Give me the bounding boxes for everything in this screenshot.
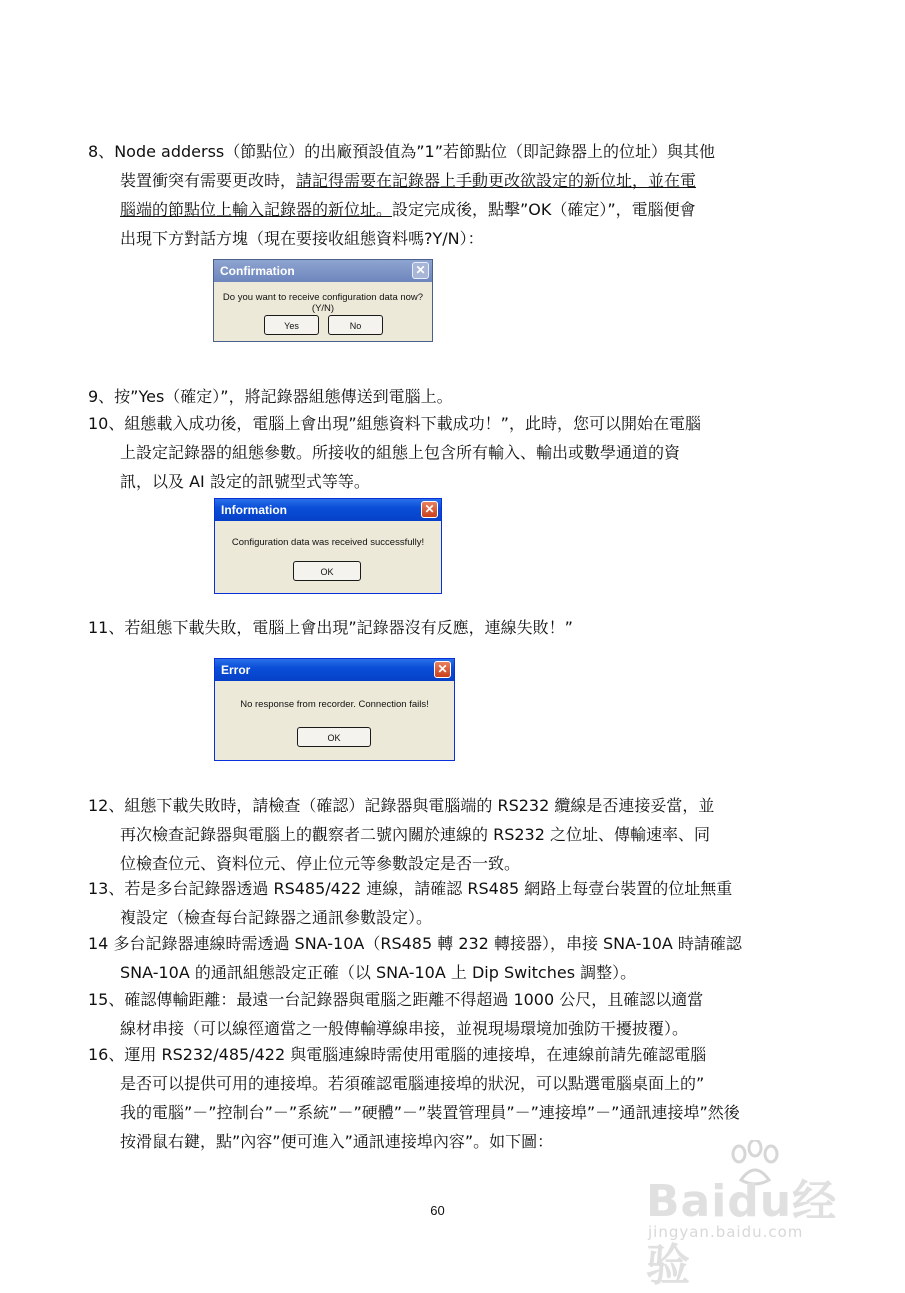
close-icon[interactable]: ✕ [434, 661, 451, 678]
item-14-line-2: SNA-10A 的通訊組態設定正確（以 SNA-10A 上 Dip Switches 調整）。 [120, 963, 637, 982]
item-15-line-2: 線材串接（可以線徑適當之一般傳輸導線串接，並視現場環境加強防干擾披覆）。 [120, 1019, 689, 1038]
ok-button[interactable]: OK [297, 727, 371, 747]
item-12-line-3: 位檢查位元、資料位元、停止位元等參數設定是否一致。 [120, 854, 521, 873]
dialog-title: Confirmation [220, 264, 295, 278]
item-10-line-3: 訊，以及 AI 設定的訊號型式等等。 [120, 472, 370, 491]
confirmation-dialog [213, 259, 433, 342]
yes-button[interactable]: Yes [264, 315, 319, 335]
dialog-message: Configuration data was received successfully! [231, 537, 425, 548]
error-dialog [214, 658, 455, 761]
item-16 [88, 1040, 788, 1156]
item-8-line-2: 裝置衝突有需要更改時，請記得需要在記錄器上手動更改欲設定的新位址，並在電 [120, 171, 697, 190]
item-10-line-2: 上設定記錄器的組態參數。所接收的組態上包含所有輸入、輸出或數學通道的資 [120, 443, 681, 462]
close-icon[interactable]: ✕ [421, 501, 438, 518]
item-9-line-1: 9、按”Yes（確定）”，將記錄器組態傳送到電腦上。 [88, 387, 453, 406]
item-12-line-2: 再次檢查記錄器與電腦上的觀察者二號內關於連線的 RS232 之位址、傳輸速率、同 [120, 825, 710, 844]
item-11 [88, 613, 788, 642]
item-16-line-1: 16、運用 RS232/485/422 與電腦連線時需使用電腦的連接埠，在連線前請先確認電腦 [88, 1045, 707, 1064]
item-10 [88, 409, 788, 496]
page-number: 60 [430, 1203, 445, 1218]
dialog-title: Information [221, 503, 287, 517]
item-9 [88, 382, 788, 411]
item-12 [88, 791, 788, 878]
item-16-line-2: 是否可以提供可用的連接埠。若須確認電腦連接埠的狀況，可以點選電腦桌面上的” [120, 1074, 705, 1093]
item-15 [88, 985, 788, 1043]
close-icon[interactable]: ✕ [412, 262, 429, 279]
item-11-line-1: 11、若組態下載失敗，電腦上會出現”記錄器沒有反應，連線失敗！” [88, 618, 573, 637]
item-8-line-4: 出現下方對話方塊（現在要接收組態資料嗎?Y/N）： [120, 229, 484, 248]
watermark-brand: Baidu经验 [646, 1176, 838, 1291]
ok-button[interactable]: OK [293, 561, 361, 581]
information-dialog [214, 498, 442, 594]
item-13 [88, 874, 788, 932]
item-15-line-1: 15、確認傳輸距離：最遠一台記錄器與電腦之距離不得超過 1000 公尺，且確認以適當 [88, 990, 704, 1009]
item-8-line-3: 腦端的節點位上輸入記錄器的新位址。設定完成後，點擊”OK（確定）”，電腦便會 [120, 200, 696, 219]
item-14 [88, 929, 788, 987]
dialog-title-bar [215, 499, 441, 521]
item-13-line-1: 13、若是多台記錄器透過 RS485/422 連線，請確認 RS485 網路上每壹台裝置的位址無重 [88, 879, 733, 898]
no-button[interactable]: No [328, 315, 383, 335]
item-16-line-4: 按滑鼠右鍵，點”內容”便可進入”通訊連接埠內容”。如下圖： [120, 1132, 554, 1151]
dialog-title-bar [214, 260, 432, 282]
item-8 [88, 137, 788, 253]
dialog-title: Error [221, 663, 251, 677]
item-10-line-1: 10、組態載入成功後，電腦上會出現”組態資料下載成功！”，此時，您可以開始在電腦 [88, 414, 701, 433]
item-13-line-2: 複設定（檢查每台記錄器之通訊參數設定）。 [120, 908, 433, 927]
dialog-message: Do you want to receive configuration data now?(Y/N) [222, 292, 424, 314]
watermark-site: jingyan.baidu.com [648, 1223, 804, 1241]
watermark [640, 1145, 880, 1291]
item-16-line-3: 我的電腦”－”控制台”－”系統”－”硬體”－”裝置管理員”－”連接埠”－”通訊連接埠”然後 [120, 1103, 740, 1122]
item-8-line-1: 8、Node adderss（節點位）的出廠預設值為”1”若節點位（即記錄器上的位址）與其他 [88, 142, 716, 161]
item-14-line-1: 14 多台記錄器連線時需透過 SNA-10A（RS485 轉 232 轉接器），串接 SNA-10A 時請確認 [88, 934, 742, 953]
item-12-line-1: 12、組態下載失敗時，請檢查（確認）記錄器與電腦端的 RS232 纜線是否連接妥當，並 [88, 796, 715, 815]
dialog-title-bar [215, 659, 454, 681]
dialog-message: No response from recorder. Connection fails! [240, 699, 429, 710]
